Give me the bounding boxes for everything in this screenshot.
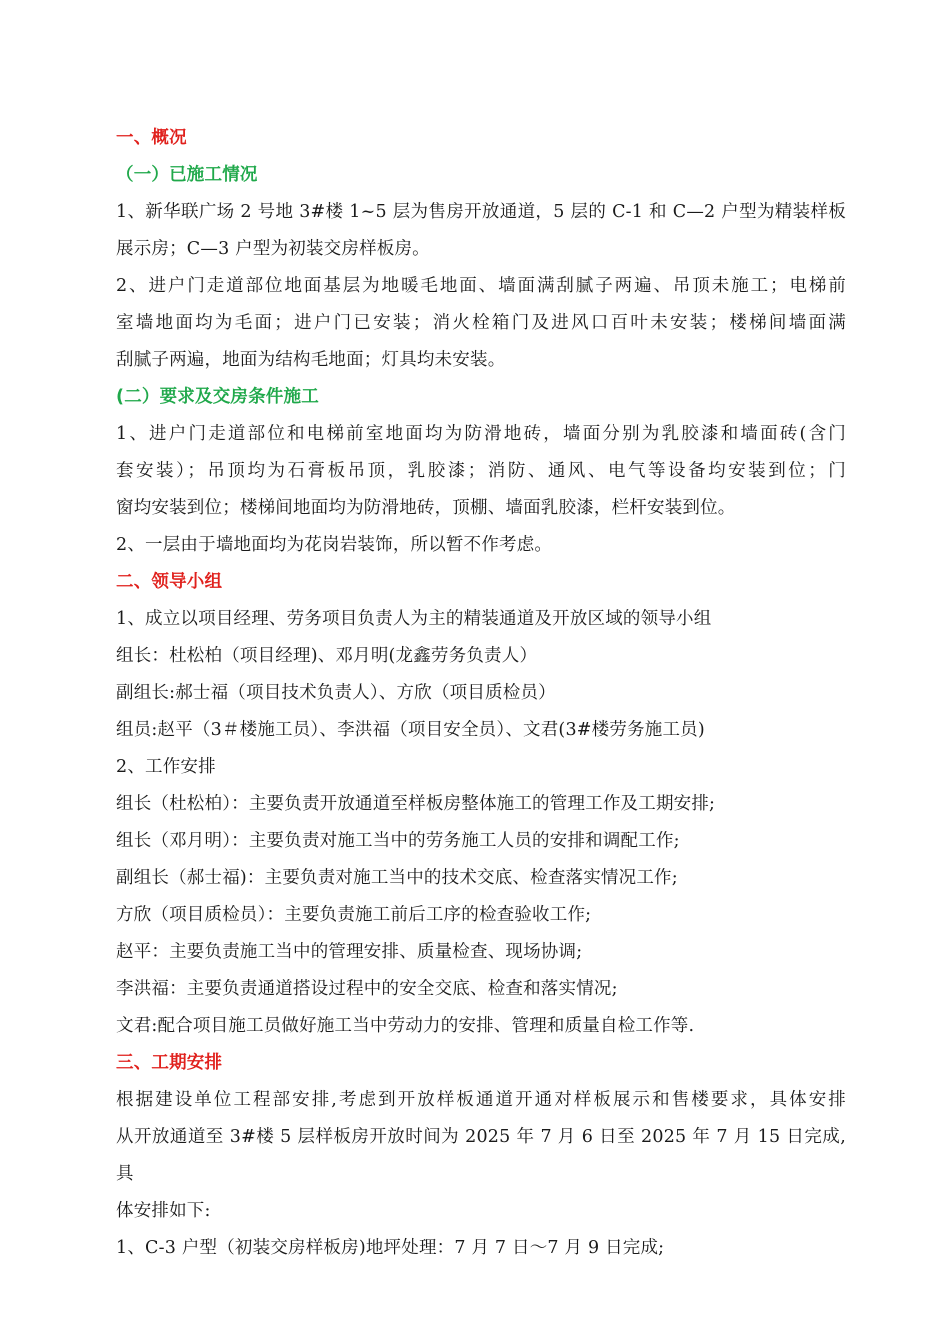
paragraph-line: 副组长:郝士福（项目技术负责人）、方欣（项目质检员） [116, 683, 556, 703]
paragraph-line: 组员:赵平（3＃楼施工员）、李洪福（项目安全员）、文君(3#楼劳务施工员) [116, 720, 705, 740]
paragraph-line: 套安装）；吊顶均为石膏板吊顶，乳胶漆；消防、通风、电气等设备均安装到位；门 [116, 461, 846, 481]
section-title-schedule: 三、工期安排 [116, 1053, 223, 1073]
paragraph-line: 室墙地面均为毛面；进户门已安装；消火栓箱门及进风口百叶未安装；楼梯间墙面满 [116, 313, 846, 333]
paragraph-line: 李洪福：主要负责通道搭设过程中的安全交底、检查和落实情况; [116, 979, 618, 999]
paragraph-line: 2、进户门走道部位地面基层为地暖毛地面、墙面满刮腻子两遍、吊顶未施工；电梯前 [116, 276, 846, 296]
paragraph-line: 1、新华联广场 2 号地 3#楼 1~5 层为售房开放通道，5 层的 C-1 和 C—2 户型为精装样板 [116, 202, 846, 222]
paragraph-line: 副组长（郝士福)：主要负责对施工当中的技术交底、检查落实情况工作; [116, 868, 678, 888]
paragraph-line: 1、进户门走道部位和电梯前室地面均为防滑地砖，墙面分别为乳胶漆和墙面砖(含门 [116, 424, 846, 444]
paragraph-line: 文君:配合项目施工员做好施工当中劳动力的安排、管理和质量自检工作等. [116, 1016, 695, 1036]
paragraph-line: 根据建设单位工程部安排,考虑到开放样板通道开通对样板展示和售楼要求，具体安排 [116, 1090, 846, 1110]
paragraph-line: 刮腻子两遍，地面为结构毛地面；灯具均未安装。 [116, 350, 506, 370]
paragraph-line: 方欣（项目质检员）：主要负责施工前后工序的检查验收工作; [116, 905, 592, 925]
paragraph-line: 2、工作安排 [116, 757, 216, 777]
paragraph-line: 展示房；C—3 户型为初装交房样板房。 [116, 239, 430, 259]
paragraph-line: 组长（邓月明）：主要负责对施工当中的劳务施工人员的安排和调配工作; [116, 831, 680, 851]
document-page [116, 120, 846, 1267]
subsection-title-completed-work: （一）已施工情况 [116, 165, 258, 185]
paragraph-line: 组长：杜松柏（项目经理)、邓月明(龙鑫劳务负责人） [116, 646, 538, 666]
section-title-overview: 一、概况 [116, 128, 187, 148]
paragraph-line: 1、C-3 户型（初装交房样板房)地坪处理：7 月 7 日～7 月 9 日完成; [116, 1238, 665, 1258]
paragraph-line: 从开放通道至 3#楼 5 层样板房开放时间为 2025 年 7 月 6 日至 2025 年 7 月 15 日完成,具 [116, 1127, 846, 1184]
paragraph-line: 2、一层由于墙地面均为花岗岩装饰，所以暂不作考虑。 [116, 535, 553, 555]
paragraph-line: 赵平：主要负责施工当中的管理安排、质量检查、现场协调; [116, 942, 583, 962]
subsection-title-requirements: (二）要求及交房条件施工 [116, 387, 319, 407]
section-title-leadership-group: 二、领导小组 [116, 572, 223, 592]
paragraph-line: 窗均安装到位；楼梯间地面均为防滑地砖，顶棚、墙面乳胶漆，栏杆安装到位。 [116, 498, 736, 518]
paragraph-line: 体安排如下: [116, 1201, 211, 1221]
paragraph-line: 组长（杜松柏）：主要负责开放通道至样板房整体施工的管理工作及工期安排; [116, 794, 716, 814]
paragraph-line: 1、成立以项目经理、劳务项目负责人为主的精装通道及开放区域的领导小组 [116, 609, 712, 629]
